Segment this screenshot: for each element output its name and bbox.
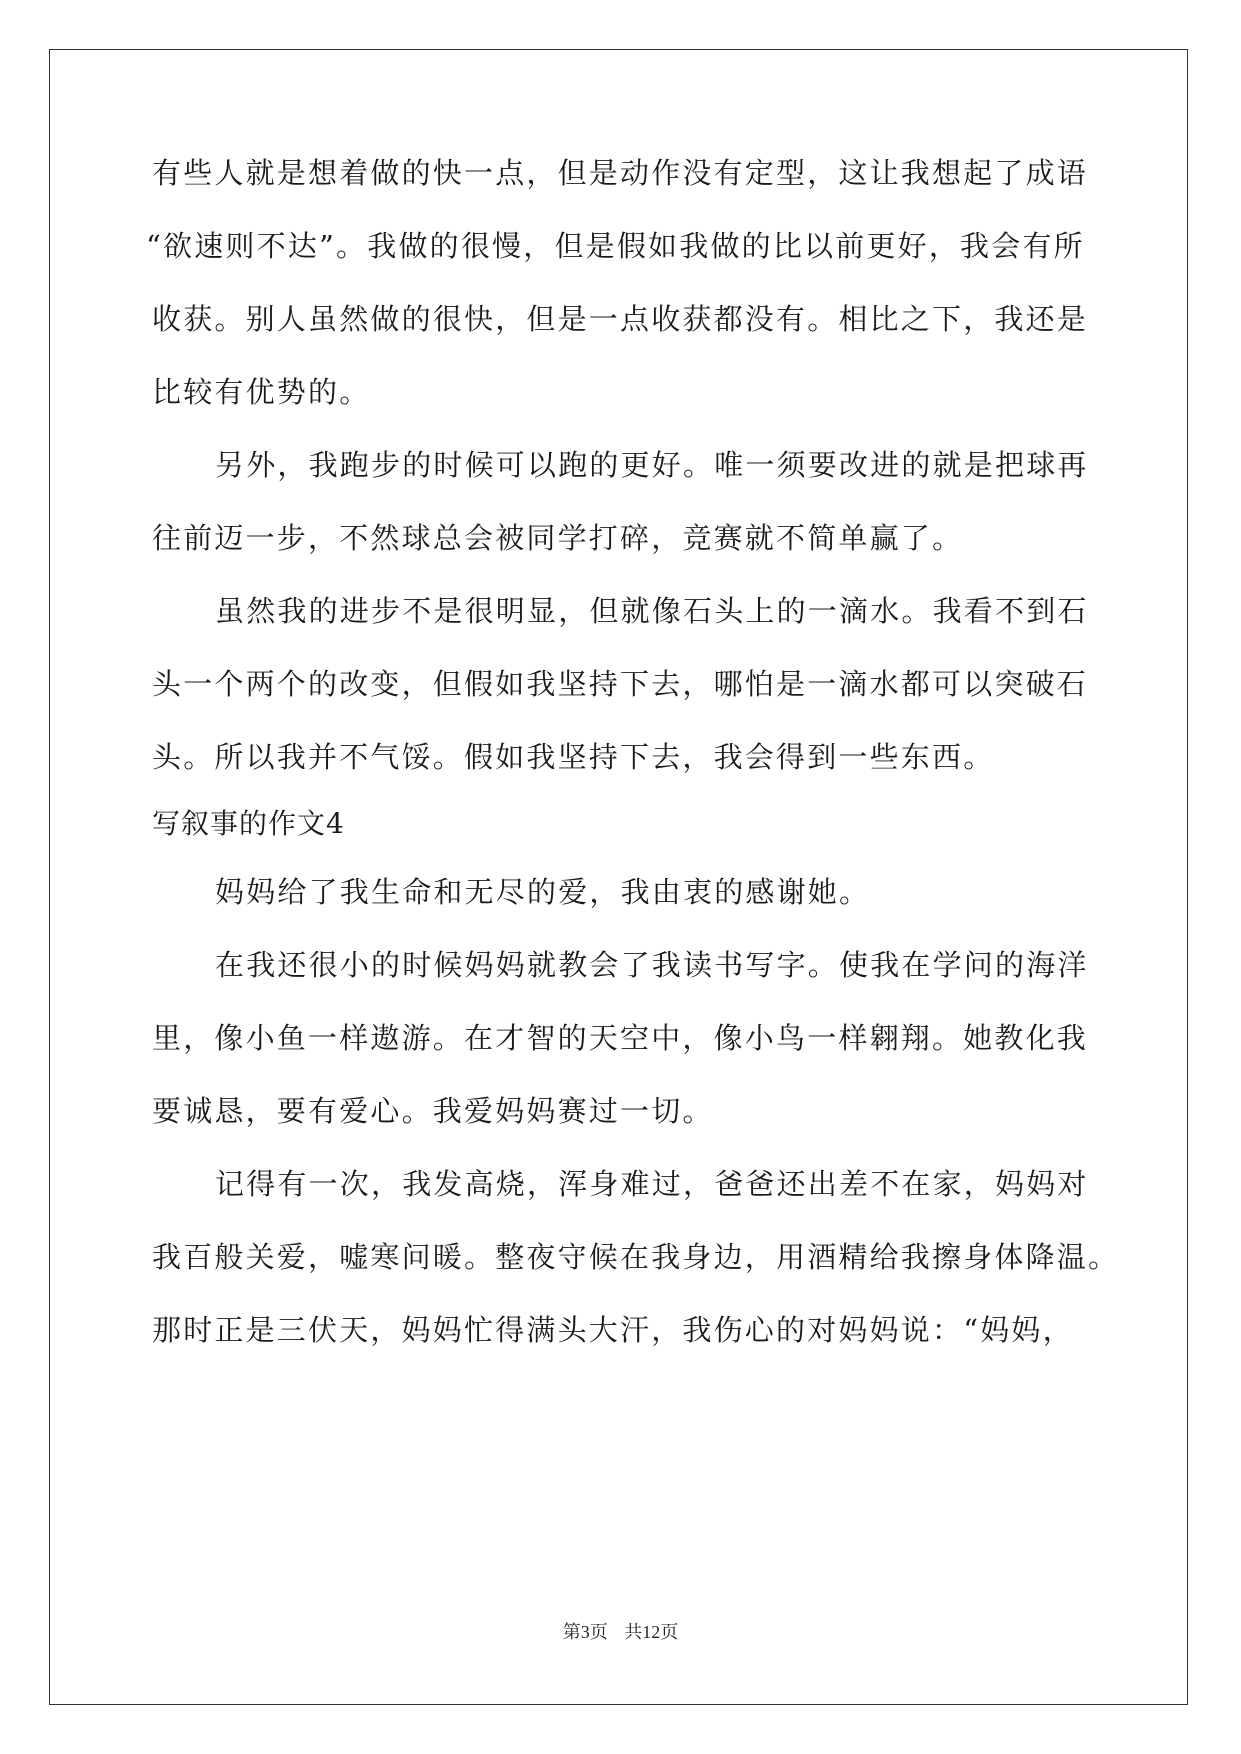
- paragraph-2-line-2: 往前迈一步，不然球总会被同学打碎，竞赛就不简单赢了。: [152, 521, 964, 555]
- paragraph-1-line-2: “欲速则不达”。我做的很慢，但是假如我做的比以前更好，我会有所: [146, 229, 1085, 263]
- paragraph-6-line-3: 那时正是三伏天，妈妈忙得满头大汗，我伤心的对妈妈说：“妈妈，: [152, 1313, 1074, 1347]
- paragraph-1-line-1: 有些人就是想着做的快一点，但是动作没有定型，这让我想起了成语: [152, 156, 1089, 190]
- paragraph-3-line-3: 头。所以我并不气馁。假如我坚持下去，我会得到一些东西。: [152, 740, 995, 774]
- paragraph-5-line-3: 要诚恳，要有爱心。我爱妈妈赛过一切。: [152, 1094, 714, 1128]
- paragraph-5-line-2: 里，像小鱼一样遨游。在才智的天空中，像小鸟一样翱翔。她教化我: [152, 1021, 1089, 1055]
- paragraph-1-line-3: 收获。别人虽然做的很快，但是一点收获都没有。相比之下，我还是: [152, 302, 1089, 336]
- paragraph-5-line-1: 在我还很小的时候妈妈就教会了我读书写字。使我在学问的海洋: [215, 948, 1089, 982]
- paragraph-4-line-1: 妈妈给了我生命和无尽的爱，我由衷的感谢她。: [215, 875, 871, 909]
- page-total: 共12页: [624, 1622, 679, 1642]
- paragraph-1-line-4: 比较有优势的。: [152, 375, 371, 409]
- page-footer: [0, 1620, 1241, 1644]
- paragraph-2-line-1: 另外，我跑步的时候可以跑的更好。唯一须要改进的就是把球再: [215, 448, 1089, 482]
- paragraph-6-line-2: 我百般关爱，嘘寒问暖。整夜守候在我身边，用酒精给我擦身体降温。: [152, 1240, 1120, 1274]
- paragraph-3-line-1: 虽然我的进步不是很明显，但就像石头上的一滴水。我看不到石: [215, 594, 1089, 628]
- section-title: 写叙事的作文4: [152, 807, 345, 840]
- paragraph-3-line-2: 头一个两个的改变，但假如我坚持下去，哪怕是一滴水都可以突破石: [152, 667, 1089, 701]
- paragraph-6-line-1: 记得有一次，我发高烧，浑身难过，爸爸还出差不在家，妈妈对: [215, 1167, 1089, 1201]
- page-number: 第3页: [562, 1622, 608, 1642]
